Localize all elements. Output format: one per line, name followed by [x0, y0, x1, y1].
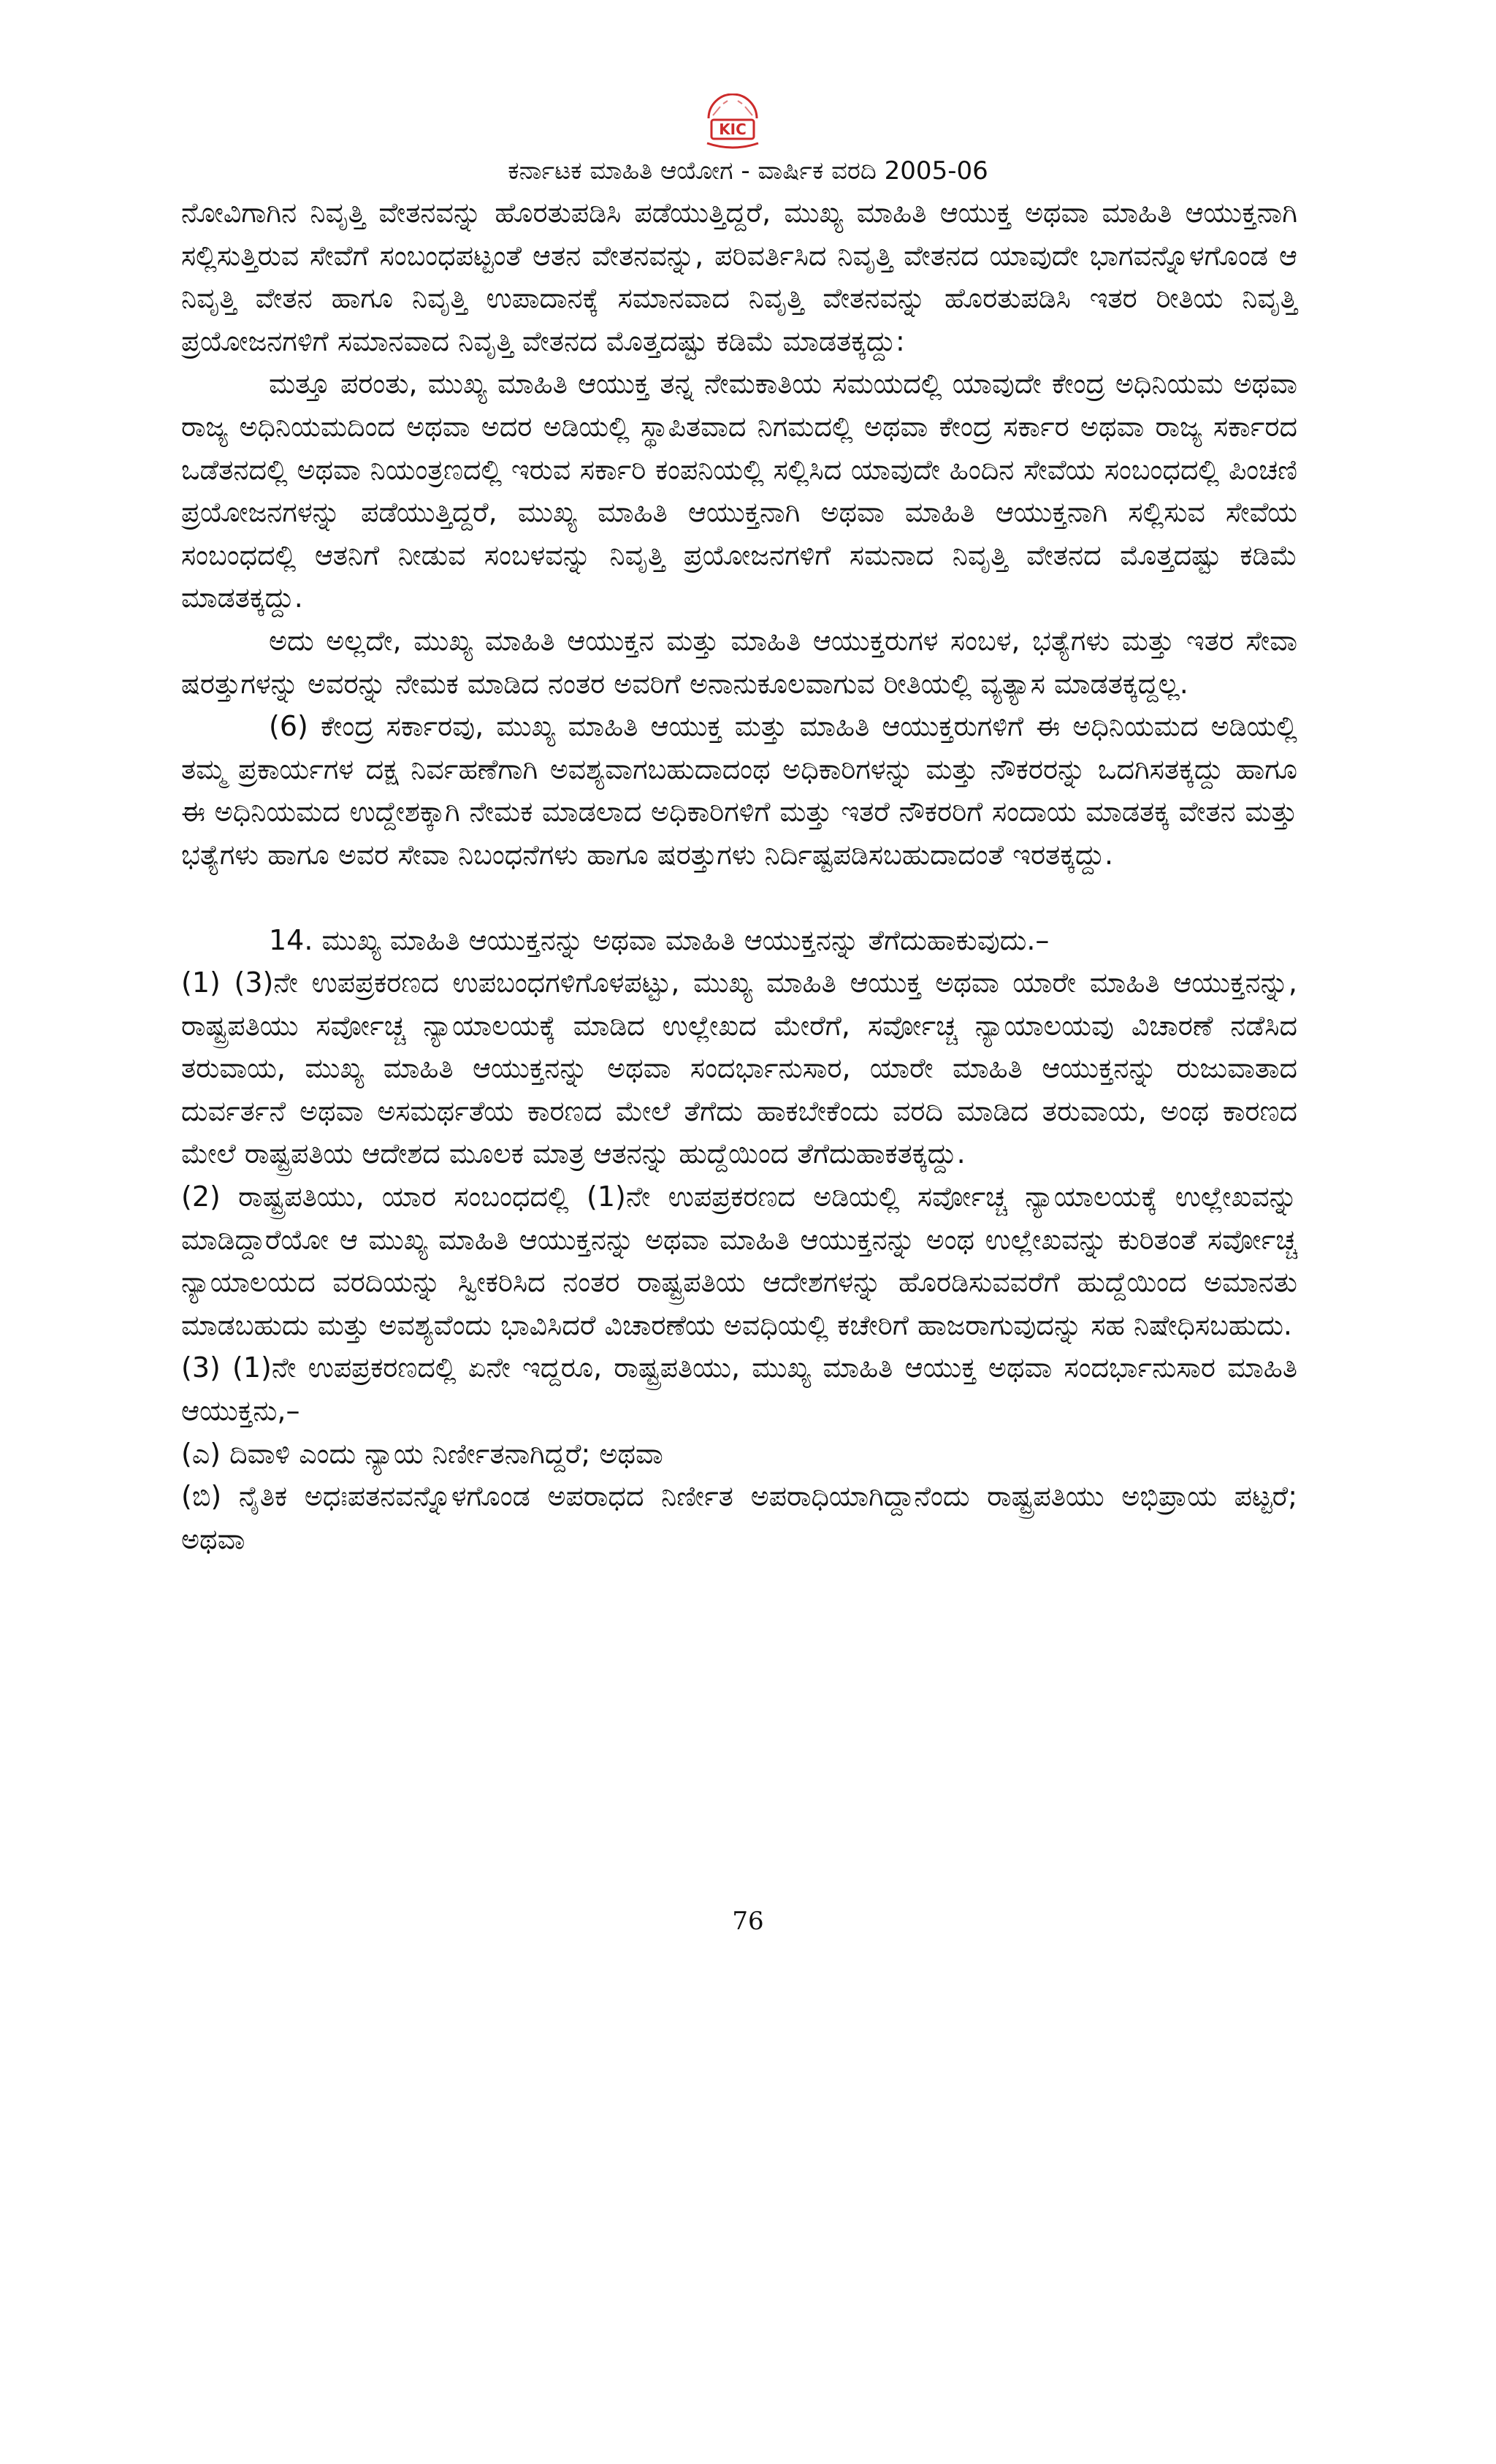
paragraph-subsection-6: (6) ಕೇಂದ್ರ ಸರ್ಕಾರವು, ಮುಖ್ಯ ಮಾಹಿತಿ ಆಯುಕ್ತ ಮತ್ತು ಮಾಹಿತಿ ಆಯುಕ್ತರುಗಳಿಗೆ ಈ ಅಧಿನಿಯಮದ ಅಡಿಯಲ್ಲಿ ತಮ್ಮ ಪ್ರಕಾರ್ಯಗಳ ದಕ್ಷ ನಿರ್ವಹಣೆಗಾಗಿ ಅವಶ್ಯವಾಗಬಹುದಾದಂಥ ಅಧಿಕಾರಿಗಳನ್ನು ಮತ್ತು ನೌಕರರನ್ನು ಒದಗಿಸತಕ್ಕದ್ದು ಹಾಗೂ ಈ ಅಧಿನಿಯಮದ ಉದ್ದೇಶಕ್ಕಾಗಿ ನೇಮಕ ಮಾಡಲಾದ ಅಧಿಕಾರಿಗಳಿಗೆ ಮತ್ತು ಇತರೆ ನೌಕರರಿಗೆ ಸಂದಾಯ ಮಾಡತಕ್ಕ ವೇತನ ಮತ್ತು ಭತ್ಯೆಗಳು ಹಾಗೂ ಅವರ ಸೇವಾ ನಿಬಂಧನೆಗಳು ಹಾಗೂ ಷರತ್ತುಗಳು ನಿರ್ದಿಷ್ಟಪಡಿಸಬಹುದಾದಂತೆ ಇರತಕ್ಕದ್ದು. [181, 710, 1297, 871]
report-header-title: ಕರ್ನಾಟಕ ಮಾಹಿತಿ ಆಯೋಗ - ವಾರ್ಷಿಕ ವರದಿ 2005-06 [508, 156, 988, 186]
page-number: 76 [732, 1907, 764, 1936]
paragraph-further-proviso: ಮತ್ತೂ ಪರಂತು, ಮುಖ್ಯ ಮಾಹಿತಿ ಆಯುಕ್ತ ತನ್ನ ನೇಮಕಾತಿಯ ಸಮಯದಲ್ಲಿ ಯಾವುದೇ ಕೇಂದ್ರ ಅಧಿನಿಯಮ ಅಥವಾ ರಾಜ್ಯ ಅಧಿನಿಯಮದಿಂದ ಅಥವಾ ಅದರ ಅಡಿಯಲ್ಲಿ ಸ್ಥಾಪಿತವಾದ ನಿಗಮದಲ್ಲಿ ಅಥವಾ ಕೇಂದ್ರ ಸರ್ಕಾರ ಅಥವಾ ರಾಜ್ಯ ಸರ್ಕಾರದ ಒಡೆತನದಲ್ಲಿ ಅಥವಾ ನಿಯಂತ್ರಣದಲ್ಲಿ ಇರುವ ಸರ್ಕಾರಿ ಕಂಪನಿಯಲ್ಲಿ ಸಲ್ಲಿಸಿದ ಯಾವುದೇ ಹಿಂದಿನ ಸೇವೆಯ ಸಂಬಂಧದಲ್ಲಿ ಪಿಂಚಣಿ ಪ್ರಯೋಜನಗಳನ್ನು ಪಡೆಯುತ್ತಿದ್ದರೆ, ಮುಖ್ಯ ಮಾಹಿತಿ ಆಯುಕ್ತನಾಗಿ ಅಥವಾ ಮಾಹಿತಿ ಆಯುಕ್ತನಾಗಿ ಸಲ್ಲಿಸುವ ಸೇವೆಯ ಸಂಬಂಧದಲ್ಲಿ ಆತನಿಗೆ ನೀಡುವ ಸಂಬಳವನ್ನು ನಿವೃತ್ತಿ ಪ್ರಯೋಜನಗಳಿಗೆ ಸಮನಾದ ನಿವೃತ್ತಿ ವೇತನದ ಮೊತ್ತದಷ್ಟು ಕಡಿಮೆ ಮಾಡತಕ್ಕದ್ದು. [181, 367, 1297, 614]
document-body [181, 191, 1297, 1560]
paragraph-subsection-3: (3) (1)ನೇ ಉಪಪ್ರಕರಣದಲ್ಲಿ ಏನೇ ಇದ್ದರೂ, ರಾಷ್ಟ್ರಪತಿಯು, ಮುಖ್ಯ ಮಾಹಿತಿ ಆಯುಕ್ತ ಅಥವಾ ಸಂದರ್ಭಾನುಸಾರ ಮಾಹಿತಿ ಆಯುಕ್ತನು,– [181, 1351, 1297, 1427]
kic-logo [701, 94, 764, 150]
paragraph-subsection-2: (2) ರಾಷ್ಟ್ರಪತಿಯು, ಯಾರ ಸಂಬಂಧದಲ್ಲಿ (1)ನೇ ಉಪಪ್ರಕರಣದ ಅಡಿಯಲ್ಲಿ ಸರ್ವೋಚ್ಚ ನ್ಯಾಯಾಲಯಕ್ಕೆ ಉಲ್ಲೇಖವನ್ನು ಮಾಡಿದ್ದಾರೆಯೋ ಆ ಮುಖ್ಯ ಮಾಹಿತಿ ಆಯುಕ್ತನನ್ನು ಅಥವಾ ಮಾಹಿತಿ ಆಯುಕ್ತನನ್ನು ಅಂಥ ಉಲ್ಲೇಖವನ್ನು ಕುರಿತಂತೆ ಸರ್ವೋಚ್ಚ ನ್ಯಾಯಾಲಯದ ವರದಿಯನ್ನು ಸ್ವೀಕರಿಸಿದ ನಂತರ ರಾಷ್ಟ್ರಪತಿಯ ಆದೇಶಗಳನ್ನು ಹೊರಡಿಸುವವರೆಗೆ ಹುದ್ದೆಯಿಂದ ಅಮಾನತು ಮಾಡಬಹುದು ಮತ್ತು ಅವಶ್ಯವೆಂದು ಭಾವಿಸಿದರೆ ವಿಚಾರಣೆಯ ಅವಧಿಯಲ್ಲಿ ಕಚೇರಿಗೆ ಹಾಜರಾಗುವುದನ್ನು ಸಹ ನಿಷೇಧಿಸಬಹುದು. [181, 1180, 1297, 1341]
clause-b: (ಬಿ) ನೈತಿಕ ಅಧಃಪತನವನ್ನೊಳಗೊಂಡ ಅಪರಾಧದ ನಿರ್ಣೀತ ಅಪರಾಧಿಯಾಗಿದ್ದಾನೆಂದು ರಾಷ್ಟ್ರಪತಿಯು ಅಭಿಪ್ರಾಯ ಪಟ್ಟರೆ; ಅಥವಾ [181, 1480, 1297, 1555]
clause-a: (ಎ) ದಿವಾಳಿ ಎಂದು ನ್ಯಾಯ ನಿರ್ಣೀತನಾಗಿದ್ದರೆ; ಅಥವಾ [181, 1437, 663, 1470]
paragraph-pension-reduction: ನೋವಿಗಾಗಿನ ನಿವೃತ್ತಿ ವೇತನವನ್ನು ಹೊರತುಪಡಿಸಿ ಪಡೆಯುತ್ತಿದ್ದರೆ, ಮುಖ್ಯ ಮಾಹಿತಿ ಆಯುಕ್ತ ಅಥವಾ ಮಾಹಿತಿ ಆಯುಕ್ತನಾಗಿ ಸಲ್ಲಿಸುತ್ತಿರುವ ಸೇವೆಗೆ ಸಂಬಂಧಪಟ್ಟಂತೆ ಆತನ ವೇತನವನ್ನು, ಪರಿವರ್ತಿಸಿದ ನಿವೃತ್ತಿ ವೇತನದ ಯಾವುದೇ ಭಾಗವನ್ನೊಳಗೊಂಡ ಆ ನಿವೃತ್ತಿ ವೇತನ ಹಾಗೂ ನಿವೃತ್ತಿ ಉಪಾದಾನಕ್ಕೆ ಸಮಾನವಾದ ನಿವೃತ್ತಿ ವೇತನವನ್ನು ಹೊರತುಪಡಿಸಿ ಇತರ ರೀತಿಯ ನಿವೃತ್ತಿ ಪ್ರಯೋಜನಗಳಿಗೆ ಸಮಾನವಾದ ನಿವೃತ್ತಿ ವೇತನದ ಮೊತ್ತದಷ್ಟು ಕಡಿಮೆ ಮಾಡತಕ್ಕದ್ದು: [181, 197, 1297, 357]
paragraph-subsection-1: (1) (3)ನೇ ಉಪಪ್ರಕರಣದ ಉಪಬಂಧಗಳಿಗೊಳಪಟ್ಟು, ಮುಖ್ಯ ಮಾಹಿತಿ ಆಯುಕ್ತ ಅಥವಾ ಯಾರೇ ಮಾಹಿತಿ ಆಯುಕ್ತನನ್ನು, ರಾಷ್ಟ್ರಪತಿಯು ಸರ್ವೋಚ್ಚ ನ್ಯಾಯಾಲಯಕ್ಕೆ ಮಾಡಿದ ಉಲ್ಲೇಖದ ಮೇರೆಗೆ, ಸರ್ವೋಚ್ಚ ನ್ಯಾಯಾಲಯವು ವಿಚಾರಣೆ ನಡೆಸಿದ ತರುವಾಯ, ಮುಖ್ಯ ಮಾಹಿತಿ ಆಯುಕ್ತನನ್ನು ಅಥವಾ ಸಂದರ್ಭಾನುಸಾರ, ಯಾರೇ ಮಾಹಿತಿ ಆಯುಕ್ತನನ್ನು ರುಜುವಾತಾದ ದುರ್ವರ್ತನೆ ಅಥವಾ ಅಸಮರ್ಥತೆಯ ಕಾರಣದ ಮೇಲೆ ತೆಗೆದು ಹಾಕಬೇಕೆಂದು ವರದಿ ಮಾಡಿದ ತರುವಾಯ, ಅಂಥ ಕಾರಣದ ಮೇಲೆ ರಾಷ್ಟ್ರಪತಿಯ ಆದೇಶದ ಮೂಲಕ ಮಾತ್ರ ಆತನನ್ನು ಹುದ್ದೆಯಿಂದ ತೆಗೆದುಹಾಕತಕ್ಕದ್ದು. [181, 966, 1297, 1170]
kic-logo-text: KIC [719, 121, 747, 138]
section-14-heading: 14. ಮುಖ್ಯ ಮಾಹಿತಿ ಆಯುಕ್ತನನ್ನು ಅಥವಾ ಮಾಹಿತಿ ಆಯುಕ್ತನನ್ನು ತೆಗೆದುಹಾಕುವುದು.– [269, 923, 1050, 956]
section-gap [181, 877, 1297, 919]
paragraph-service-conditions: ಅದು ಅಲ್ಲದೇ, ಮುಖ್ಯ ಮಾಹಿತಿ ಆಯುಕ್ತನ ಮತ್ತು ಮಾಹಿತಿ ಆಯುಕ್ತರುಗಳ ಸಂಬಳ, ಭತ್ಯೆಗಳು ಮತ್ತು ಇತರ ಸೇವಾ ಷರತ್ತುಗಳನ್ನು ಅವರನ್ನು ನೇಮಕ ಮಾಡಿದ ನಂತರ ಅವರಿಗೆ ಅನಾನುಕೂಲವಾಗುವ ರೀತಿಯಲ್ಲಿ ವ್ಯತ್ಯಾಸ ಮಾಡತಕ್ಕದ್ದಲ್ಲ. [181, 624, 1297, 700]
